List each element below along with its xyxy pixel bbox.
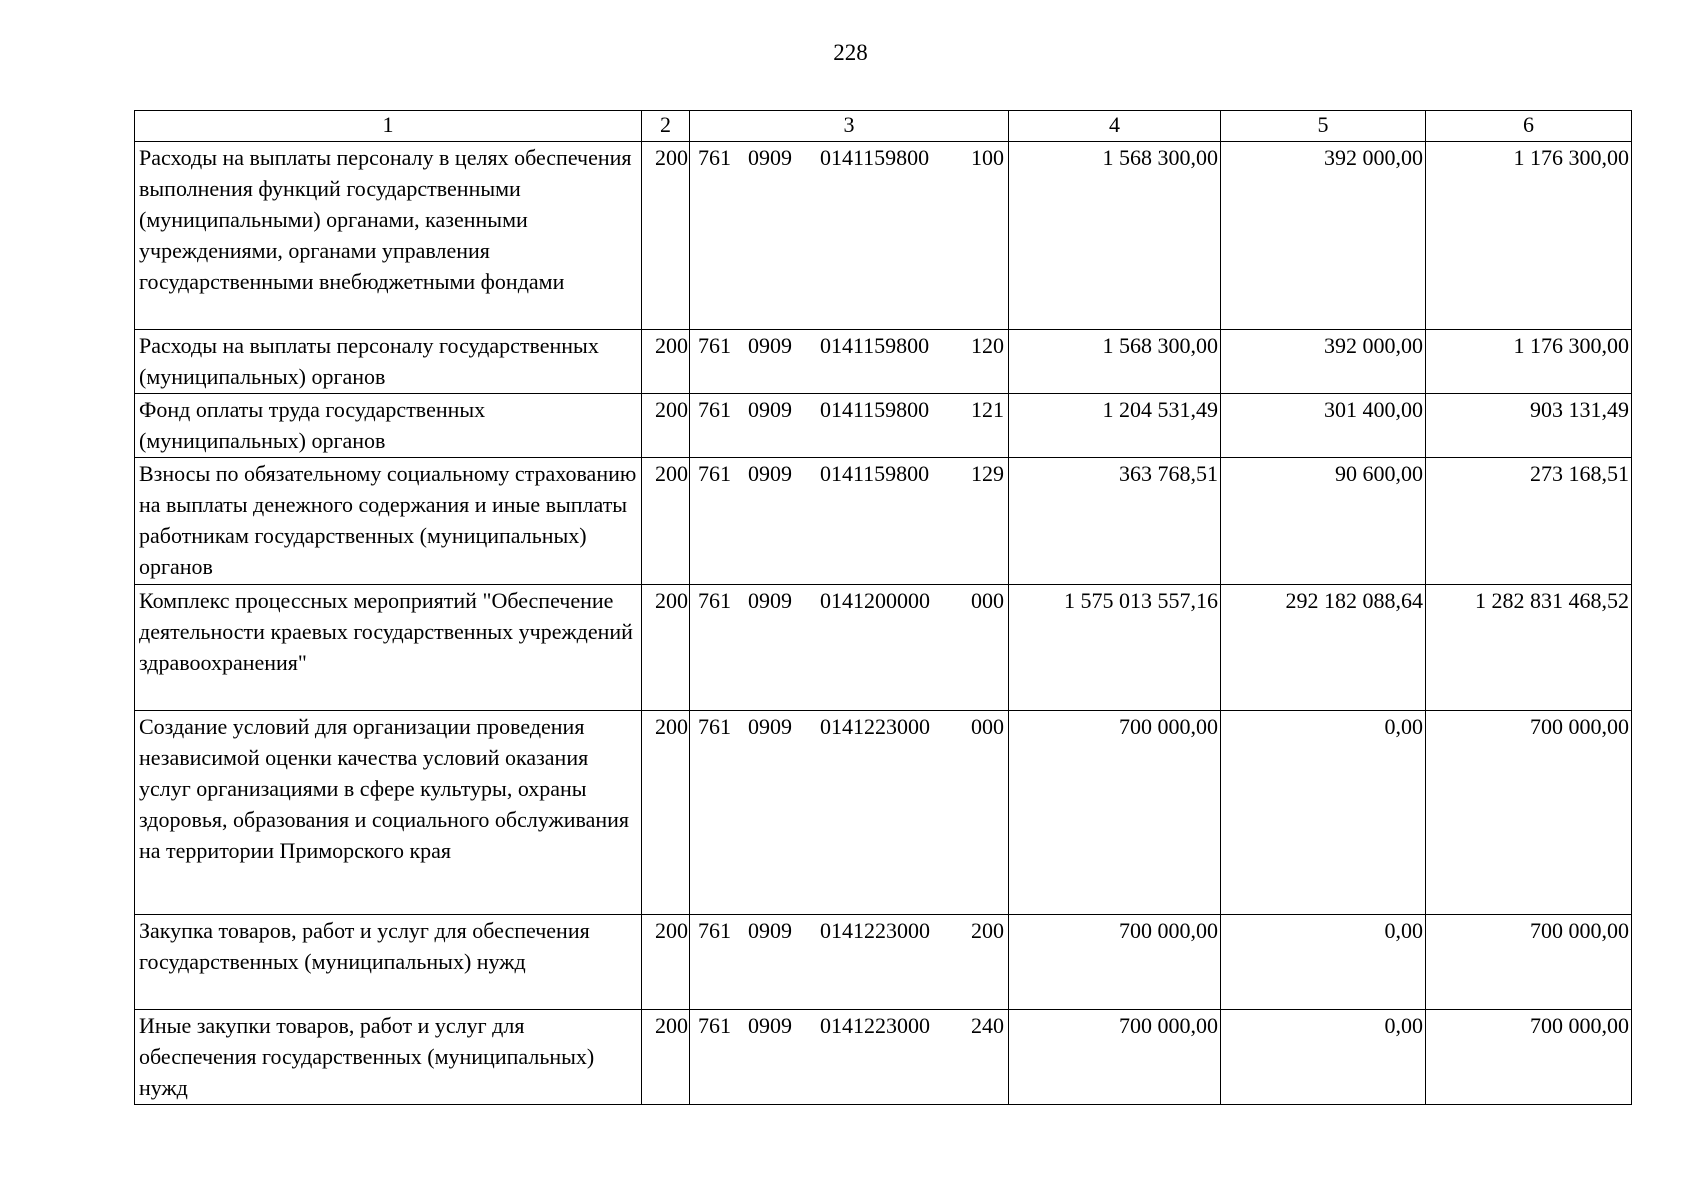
row-classification [690, 330, 1009, 394]
row-col6: 273 168,51 [1426, 458, 1632, 585]
header-col-2: 2 [642, 111, 690, 142]
header-col-5: 5 [1221, 111, 1426, 142]
row-classification [690, 1010, 1009, 1105]
row-col4: 700 000,00 [1009, 1010, 1221, 1105]
row-section-code: 0909 [748, 145, 792, 170]
row-type-code: 200 [971, 918, 1004, 943]
table-row [135, 142, 1632, 330]
row-target-code: 0141200000 [820, 588, 930, 613]
row-code: 200 [642, 915, 690, 1010]
row-type-code: 000 [971, 588, 1004, 613]
row-code: 200 [642, 142, 690, 330]
row-target-code: 0141159800 [820, 461, 930, 486]
row-col4: 700 000,00 [1009, 711, 1221, 915]
row-code: 200 [642, 458, 690, 585]
row-type-code: 121 [971, 397, 1004, 422]
table-row [135, 1010, 1632, 1105]
row-section-code: 0909 [748, 588, 792, 613]
row-col6: 903 131,49 [1426, 394, 1632, 458]
header-col-1: 1 [135, 111, 642, 142]
row-dept-code: 761 [698, 714, 731, 739]
row-col5: 0,00 [1221, 1010, 1426, 1105]
row-col6: 1 176 300,00 [1426, 142, 1632, 330]
row-col5: 0,00 [1221, 915, 1426, 1010]
row-code: 200 [642, 711, 690, 915]
row-target-code: 0141223000 [820, 714, 930, 739]
row-col6: 1 176 300,00 [1426, 330, 1632, 394]
header-row [135, 111, 1632, 142]
row-target-code: 0141159800 [820, 145, 930, 170]
row-col4: 363 768,51 [1009, 458, 1221, 585]
row-col4: 1 568 300,00 [1009, 142, 1221, 330]
row-col5: 392 000,00 [1221, 142, 1426, 330]
page-number: 228 [833, 40, 868, 65]
row-description: Иные закупки товаров, работ и услуг для обеспечения государственных (муниципальных) нужд [135, 1010, 642, 1105]
budget-table [134, 110, 1632, 1105]
row-col5: 90 600,00 [1221, 458, 1426, 585]
row-classification [690, 142, 1009, 330]
row-col5: 0,00 [1221, 711, 1426, 915]
row-col4: 1 568 300,00 [1009, 330, 1221, 394]
header-col-4: 4 [1009, 111, 1221, 142]
row-target-code: 0141223000 [820, 918, 930, 943]
table-row [135, 711, 1632, 915]
row-dept-code: 761 [698, 588, 731, 613]
row-description: Фонд оплаты труда государственных (муниципальных) органов [135, 394, 642, 458]
row-col5: 301 400,00 [1221, 394, 1426, 458]
row-dept-code: 761 [698, 461, 731, 486]
row-dept-code: 761 [698, 145, 731, 170]
row-code: 200 [642, 585, 690, 711]
row-classification [690, 458, 1009, 585]
row-type-code: 120 [971, 333, 1004, 358]
row-description: Взносы по обязательному социальному страхованию на выплаты денежного содержания и иные выплаты работникам государственных (муниципальных) органов [135, 458, 642, 585]
row-description: Закупка товаров, работ и услуг для обеспечения государственных (муниципальных) нужд [135, 915, 642, 1010]
row-col6: 700 000,00 [1426, 711, 1632, 915]
row-classification [690, 394, 1009, 458]
row-section-code: 0909 [748, 333, 792, 358]
row-col6: 700 000,00 [1426, 1010, 1632, 1105]
table-row [135, 458, 1632, 585]
table-row [135, 330, 1632, 394]
row-col4: 700 000,00 [1009, 915, 1221, 1010]
row-description: Комплекс процессных мероприятий "Обеспечение деятельности краевых государственных учреждений здравоохранения" [135, 585, 642, 711]
row-col5: 292 182 088,64 [1221, 585, 1426, 711]
row-description: Создание условий для организации проведения независимой оценки качества условий оказания услуг организациями в сфере культуры, охраны здоровья, образования и социального обслуживания на территории Приморского края [135, 711, 642, 915]
row-target-code: 0141159800 [820, 333, 930, 358]
row-col6: 1 282 831 468,52 [1426, 585, 1632, 711]
row-col6: 700 000,00 [1426, 915, 1632, 1010]
row-section-code: 0909 [748, 918, 792, 943]
row-dept-code: 761 [698, 397, 731, 422]
header-col-3: 3 [690, 111, 1009, 142]
row-col4: 1 204 531,49 [1009, 394, 1221, 458]
row-target-code: 0141223000 [820, 1013, 930, 1038]
header-col-6: 6 [1426, 111, 1632, 142]
row-type-code: 100 [971, 145, 1004, 170]
row-dept-code: 761 [698, 1013, 731, 1038]
row-section-code: 0909 [748, 1013, 792, 1038]
row-type-code: 129 [971, 461, 1004, 486]
row-type-code: 000 [971, 714, 1004, 739]
table-row [135, 394, 1632, 458]
row-classification [690, 585, 1009, 711]
row-section-code: 0909 [748, 714, 792, 739]
row-classification [690, 915, 1009, 1010]
row-classification [690, 711, 1009, 915]
table-row [135, 915, 1632, 1010]
row-type-code: 240 [971, 1013, 1004, 1038]
row-col4: 1 575 013 557,16 [1009, 585, 1221, 711]
row-dept-code: 761 [698, 918, 731, 943]
row-code: 200 [642, 394, 690, 458]
row-col5: 392 000,00 [1221, 330, 1426, 394]
row-code: 200 [642, 1010, 690, 1105]
row-description: Расходы на выплаты персоналу государственных (муниципальных) органов [135, 330, 642, 394]
row-section-code: 0909 [748, 397, 792, 422]
row-dept-code: 761 [698, 333, 731, 358]
row-target-code: 0141159800 [820, 397, 930, 422]
row-section-code: 0909 [748, 461, 792, 486]
table-row [135, 585, 1632, 711]
row-description: Расходы на выплаты персоналу в целях обеспечения выполнения функций государственными (муниципальными) органами, казенными учреждениями, органами управления государственными внебюджетными фондами [135, 142, 642, 330]
row-code: 200 [642, 330, 690, 394]
